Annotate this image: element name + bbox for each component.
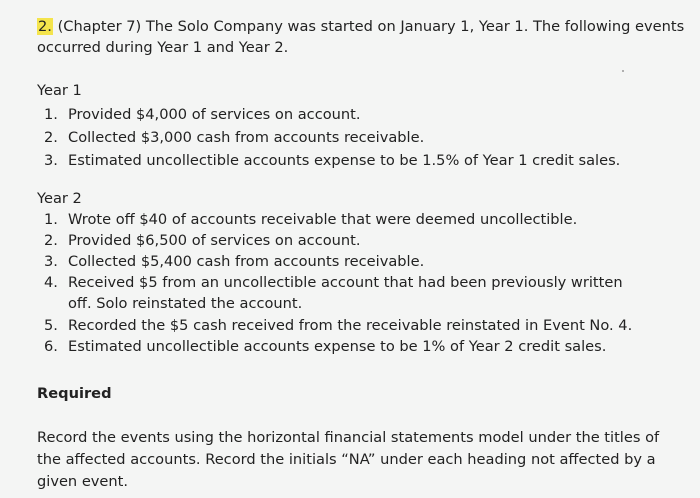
event-number: 2. <box>44 232 58 249</box>
stray-dot <box>622 70 624 72</box>
event-text: Recorded the $5 cash received from the receivable reinstated in Event No. 4. <box>68 317 633 334</box>
list-item <box>44 230 684 251</box>
event-text: Estimated uncollectible accounts expense to be 1% of Year 2 credit sales. <box>68 338 607 355</box>
event-text: Provided $6,500 of services on account. <box>68 232 361 249</box>
list-item <box>44 127 684 148</box>
year2-title: Year 2 <box>37 190 82 207</box>
event-text: Received $5 from an uncollectible account that had been previously written off. Solo reinstated the account. <box>68 274 623 312</box>
list-item <box>44 104 684 125</box>
year1-title: Year 1 <box>37 82 82 99</box>
event-text: Collected $5,400 cash from accounts receivable. <box>68 253 425 270</box>
event-number: 1. <box>44 106 58 123</box>
problem-number: 2. <box>38 18 52 35</box>
list-item <box>44 209 684 230</box>
list-item <box>44 272 684 314</box>
event-number: 1. <box>44 211 58 228</box>
event-text: Provided $4,000 of services on account. <box>68 106 361 123</box>
list-item <box>44 150 684 171</box>
event-number: 5. <box>44 317 58 334</box>
event-number: 2. <box>44 129 58 146</box>
problem-intro-text: (Chapter 7) The Solo Company was started on January 1, Year 1. The following events occurred during Year 1 and Year 2. <box>37 18 685 56</box>
event-number: 3. <box>44 152 58 169</box>
event-number: 4. <box>44 274 58 291</box>
required-heading: Required <box>37 385 112 402</box>
list-item <box>44 251 684 272</box>
required-instruction: Record the events using the horizontal financial statements model under the titles of the affected accounts. Record the initials “NA” under each heading not affected by a given event. <box>37 429 660 490</box>
event-text: Estimated uncollectible accounts expense to be 1.5% of Year 1 credit sales. <box>68 152 621 169</box>
event-number: 3. <box>44 253 58 270</box>
event-number: 6. <box>44 338 58 355</box>
problem-intro <box>37 16 687 58</box>
event-text: Wrote off $40 of accounts receivable that were deemed uncollectible. <box>68 211 578 228</box>
year2-event-list <box>44 209 684 357</box>
event-text: Collected $3,000 cash from accounts receivable. <box>68 129 425 146</box>
list-item <box>44 336 684 357</box>
year1-event-list <box>44 104 684 171</box>
list-item <box>44 315 684 336</box>
